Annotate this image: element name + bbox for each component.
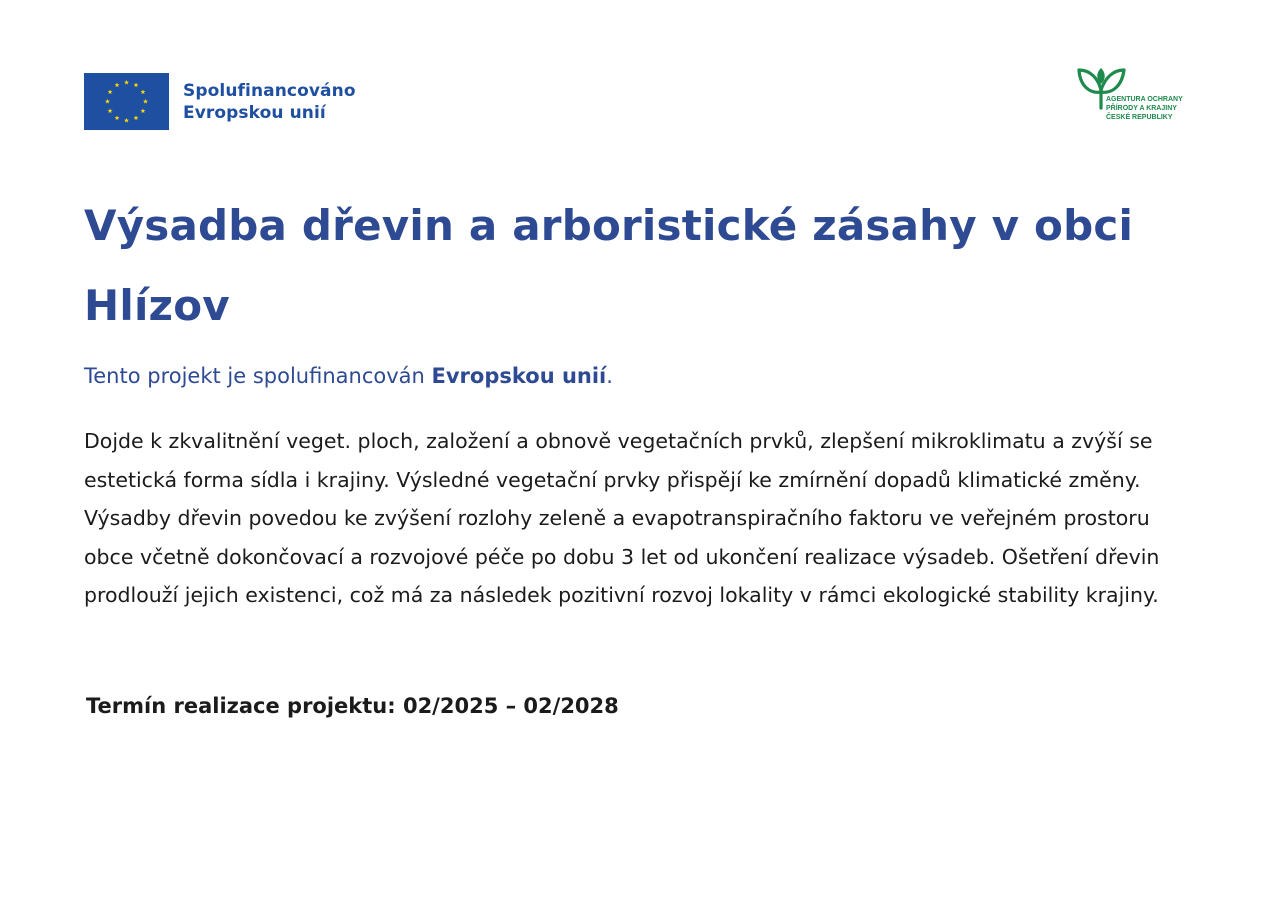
aopk-logo-text (1106, 95, 1183, 122)
project-term: Termín realizace projektu: 02/2025 – 02/2028 (86, 694, 619, 718)
eu-cofinanced-logo (84, 73, 356, 130)
eu-logo-text (183, 80, 356, 124)
eu-logo-line1: Spolufinancováno (183, 80, 356, 101)
cofinanced-prefix: Tento projekt je spolufinancován (84, 364, 432, 388)
aopk-logo-line2: PŘÍRODY A KRAJINY (1106, 105, 1177, 112)
cofinanced-eu: Evropskou unií (431, 364, 607, 388)
project-title: Výsadba dřevin a arboristické zásahy v obci Hlízov (84, 201, 1134, 330)
cofinanced-suffix: . (606, 364, 613, 388)
aopk-logo-line3: ČESKÉ REPUBLIKY (1106, 114, 1173, 121)
eu-flag-icon (84, 73, 169, 130)
project-description: Dojde k zkvalitnění veget. ploch, založení a obnově vegetačních prvků, zlepšení mikroklimatu a zvýší se estetická forma sídla i krajiny. Výsledné vegetační prvky přispějí ke zmírnění dopadů klimatické změny. Výsadby dřevin povedou ke zvýšení rozlohy zeleně a evapotranspiračního faktoru ve veřejném prostoru obce včetně dokončovací a rozvojové péče po dobu 3 let od ukončení realizace výsadeb. Ošetření dřevin prodlouží jejich existenci, což má za následek pozitivní rozvoj lokality v rámci ekologické stability krajiny. (84, 429, 1160, 607)
aopk-logo (1076, 64, 1196, 126)
aopk-logo-line1: AGENTURA OCHRANY (1106, 96, 1183, 103)
eu-logo-line2: Evropskou unií (183, 102, 326, 123)
cofinanced-statement (84, 361, 613, 391)
